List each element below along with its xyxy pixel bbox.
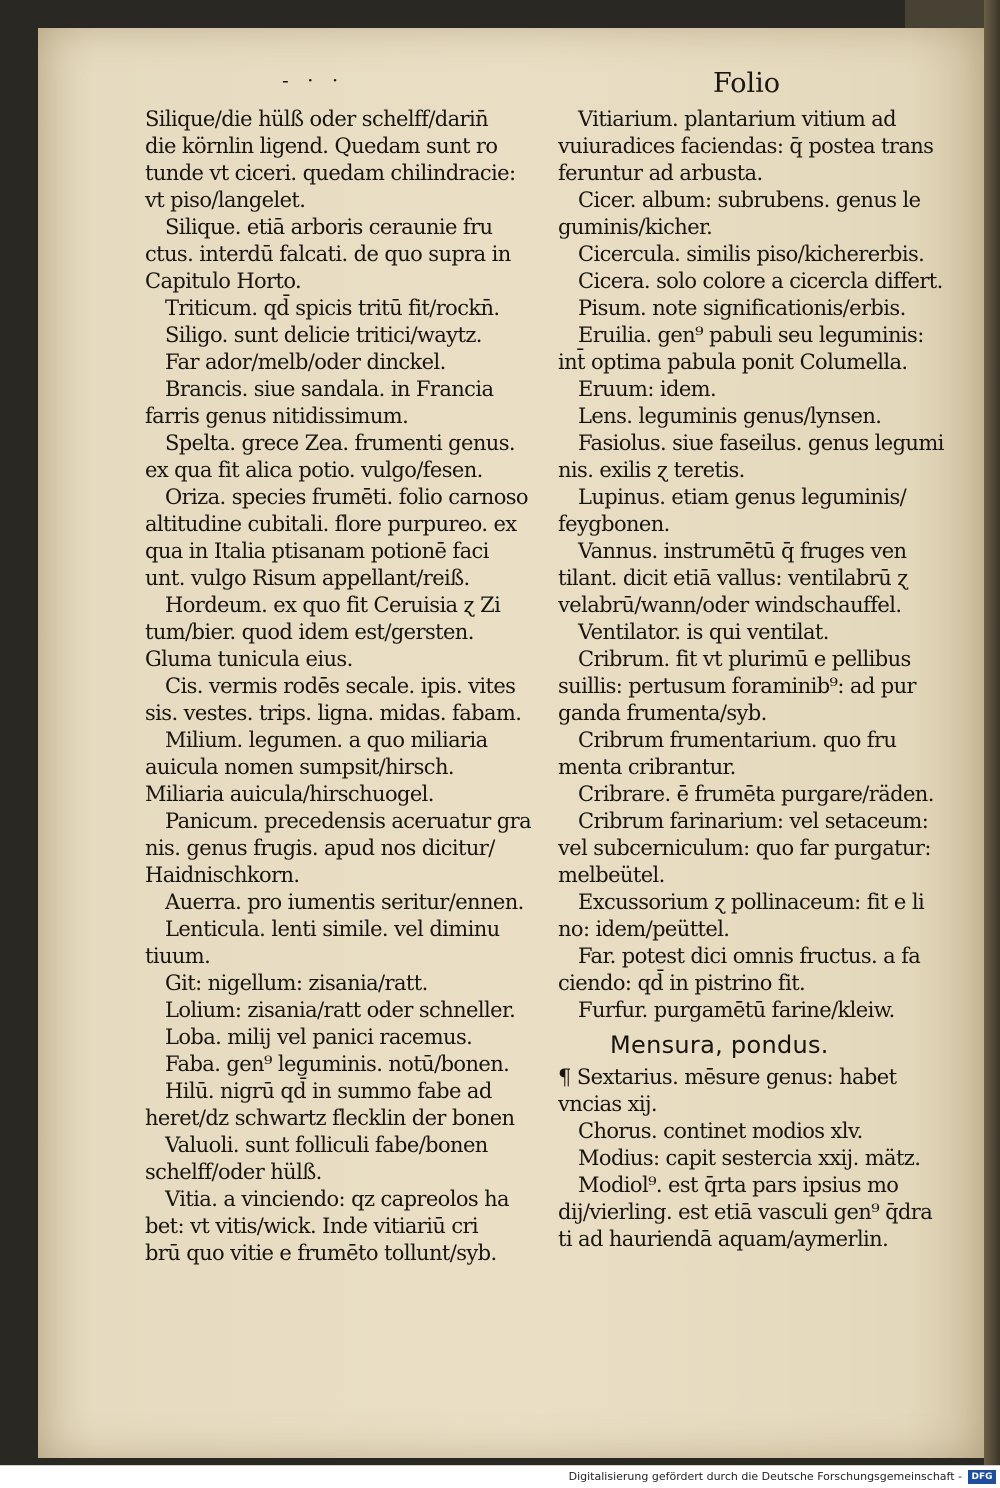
text-line: Lupinus. etiam genus leguminis/	[578, 485, 907, 509]
text-line: Lolium: zisania/ratt oder schneller.	[165, 998, 516, 1022]
dfg-logo: DFG	[968, 1470, 996, 1484]
left-column	[145, 106, 545, 1267]
text-line: Cribrum frumentarium. quo fru	[578, 728, 897, 752]
folio-label: Folio	[713, 68, 781, 99]
text-line: ctus. interdū falcati. de quo supra in	[145, 242, 511, 266]
text-line: farris genus nitidissimum.	[145, 404, 409, 428]
text-line: brū quo vitie e frumēto tollunt/syb.	[145, 1241, 497, 1265]
text-line: Haidnischkorn.	[145, 863, 300, 887]
text-line: altitudine cubitali. flore purpureo. ex	[145, 512, 517, 536]
right-column	[558, 106, 963, 1253]
text-line: Capitulo Horto.	[145, 269, 302, 293]
text-line: ganda frumenta/syb.	[558, 701, 767, 725]
text-line: bet: vt vitis/wick. Inde vitiariū cri	[145, 1214, 479, 1238]
text-line: Git: nigellum: zisania/ratt.	[165, 971, 428, 995]
text-line: suillis: pertusum foraminib⁹: ad pur	[558, 674, 916, 698]
text-line: Vitia. a vinciendo: qz capreolos ha	[165, 1187, 509, 1211]
text-line: Cicer. album: subrubens. genus le	[578, 188, 921, 212]
text-line: qua in Italia ptisanam potionē faci	[145, 539, 489, 563]
text-line: Eruum: idem.	[578, 377, 717, 401]
text-line: Silique/die hülß oder schelff/darin̄	[145, 107, 489, 131]
funding-credit: Digitalisierung gefördert durch die Deutsche Forschungsgemeinschaft -	[568, 1470, 962, 1483]
text-line: Gluma tunicula eius.	[145, 647, 353, 671]
text-line: Far. potest dici omnis fructus. a fa	[578, 944, 921, 968]
page-marks: - · ·	[282, 68, 345, 92]
text-line: die körnlin ligend. Quedam sunt ro	[145, 134, 498, 158]
text-line: Valuoli. sunt folliculi fabe/bonen	[165, 1133, 488, 1157]
text-line: vncias xij.	[558, 1092, 657, 1116]
text-line: Loba. milij vel panici racemus.	[165, 1025, 473, 1049]
text-line: Eruilia. gen⁹ pabuli seu leguminis:	[578, 323, 924, 347]
text-line: int̄ optima pabula ponit Columella.	[558, 350, 908, 374]
text-line: Far ador/melb/oder dinckel.	[165, 350, 446, 374]
text-line: Chorus. continet modios xlv.	[578, 1119, 863, 1143]
text-line: Siligo. sunt delicie tritici/waytz.	[165, 323, 482, 347]
text-line: Lenticula. lenti simile. vel diminu	[165, 917, 500, 941]
text-line: vel subcerniculum: quo far purgatur:	[558, 836, 931, 860]
text-line: velabrū/wann/oder windschauffel.	[558, 593, 902, 617]
text-line: heret/dz schwartz flecklin der bonen	[145, 1106, 515, 1130]
text-line: tiuum.	[145, 944, 211, 968]
text-line: Ventilator. is qui ventilat.	[578, 620, 829, 644]
text-line: Panicum. precedensis aceruatur gra	[165, 809, 532, 833]
section-heading: Mensura, pondus.	[610, 1031, 829, 1059]
text-line: guminis/kicher.	[558, 215, 713, 239]
text-line: feygbonen.	[558, 512, 670, 536]
text-line: feruntur ad arbusta.	[558, 161, 763, 185]
text-line: Pisum. note significationis/erbis.	[578, 296, 906, 320]
text-line: unt. vulgo Risum appellant/reiß.	[145, 566, 470, 590]
text-line: Triticum. qd̄ spicis tritū fit/rockn̄.	[165, 296, 500, 320]
text-line: Cicera. solo colore a cicercla differt.	[578, 269, 943, 293]
text-line: ciendo: qd̄ in pistrino fit.	[558, 971, 806, 995]
text-line: ex qua fit alica potio. vulgo/fesen.	[145, 458, 483, 482]
text-line: vuiuradices faciendas: q̄ postea trans	[558, 134, 934, 158]
text-line: Cribrum farinarium: vel setaceum:	[578, 809, 929, 833]
text-line: nis. genus frugis. apud nos dicitur/	[145, 836, 495, 860]
text-line: Cis. vermis rodēs secale. ipis. vites	[165, 674, 516, 698]
text-line: Vitiarium. plantarium vitium ad	[578, 107, 896, 131]
text-line: Hordeum. ex quo fit Ceruisia ɀ Zi	[165, 593, 501, 617]
text-line: ti ad hauriendā aquam/aymerlin.	[558, 1227, 889, 1251]
text-line: Faba. gen⁹ leguminis. notū/bonen.	[165, 1052, 510, 1076]
text-line: ¶ Sextarius. mēsure genus: habet	[558, 1065, 897, 1089]
text-line: tunde vt ciceri. quedam chilindracie:	[145, 161, 516, 185]
text-line: Vannus. instrumētū q̄ fruges ven	[578, 539, 907, 563]
text-line: melbeütel.	[558, 863, 665, 887]
text-line: Modiol⁹. est q̄rta pars ipsius mo	[578, 1173, 899, 1197]
text-line: Modius: capit sestercia xxij. mätz.	[578, 1146, 921, 1170]
text-line: Cribrum. fit vt plurimū e pellibus	[578, 647, 911, 671]
text-line: Furfur. purgamētū farine/kleiw.	[578, 998, 895, 1022]
text-line: Cicercula. similis piso/kichererbis.	[578, 242, 925, 266]
text-line: sis. vestes. trips. ligna. midas. fabam.	[145, 701, 522, 725]
text-line: Spelta. grece Zea. frumenti genus.	[165, 431, 515, 455]
footer-bar	[0, 1465, 1000, 1488]
text-line: Oriza. species frumēti. folio carnoso	[165, 485, 528, 509]
text-line: vt piso/langelet.	[145, 188, 306, 212]
text-line: Miliaria auicula/hirschuogel.	[145, 782, 434, 806]
text-line: Cribrare. ē frumēta purgare/räden.	[578, 782, 934, 806]
text-line: Lens. leguminis genus/lynsen.	[578, 404, 882, 428]
text-line: schelff/oder hülß.	[145, 1160, 322, 1184]
text-line: Excussorium ɀ pollinaceum: fit e li	[578, 890, 925, 914]
text-line: no: idem/peüttel.	[558, 917, 730, 941]
text-line: Milium. legumen. a quo miliaria	[165, 728, 488, 752]
text-line: Auerra. pro iumentis seritur/ennen.	[165, 890, 524, 914]
text-line: auicula nomen sumpsit/hirsch.	[145, 755, 454, 779]
text-line: tum/bier. quod idem est/gersten.	[145, 620, 474, 644]
text-line: nis. exilis ɀ teretis.	[558, 458, 745, 482]
text-line: menta cribrantur.	[558, 755, 736, 779]
text-line: tilant. dicit etiā vallus: ventilabrū ɀ	[558, 566, 908, 590]
book-edge	[984, 0, 1000, 1465]
text-line: Hilū. nigrū qd̄ in summo fabe ad	[165, 1079, 492, 1103]
text-line: Silique. etiā arboris ceraunie fru	[165, 215, 493, 239]
text-line: Brancis. siue sandala. in Francia	[165, 377, 494, 401]
text-line: dij/vierling. est etiā vasculi gen⁹ q̄dra	[558, 1200, 933, 1224]
text-line: Fasiolus. siue faseilus. genus legumi	[578, 431, 944, 455]
